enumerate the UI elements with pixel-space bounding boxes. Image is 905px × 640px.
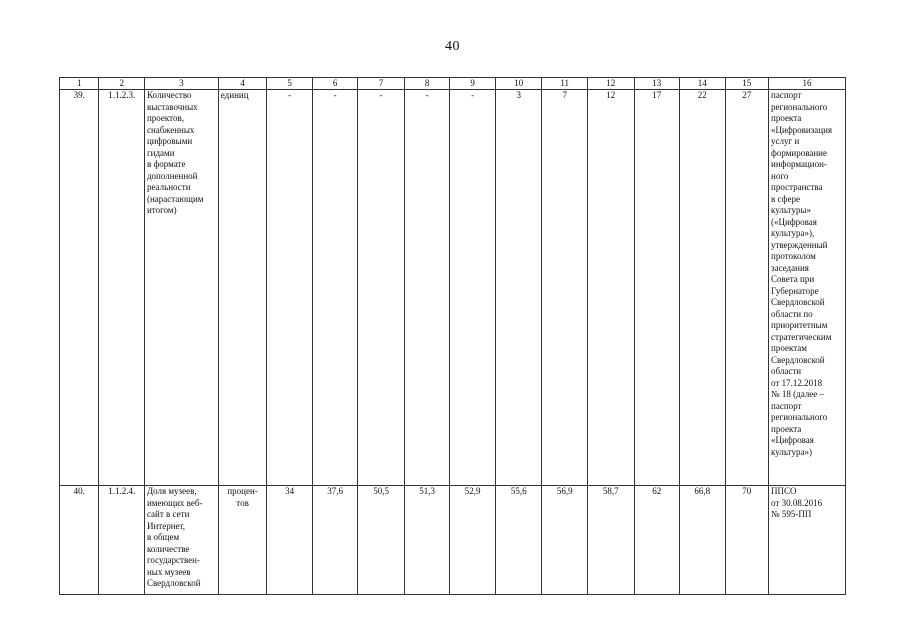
column-header: 5 [267, 78, 313, 90]
column-header: 3 [144, 78, 218, 90]
indicator-line: Доля музеев, [146, 486, 197, 496]
column-header: 8 [404, 78, 450, 90]
column-header: 13 [634, 78, 680, 90]
value-cell: 56,9 [542, 486, 588, 595]
indicator-name [144, 90, 218, 486]
column-header: 6 [312, 78, 358, 90]
source-line: «Цифровизация [771, 124, 833, 135]
column-header: 7 [358, 78, 405, 90]
page-number: 40 [445, 39, 460, 54]
column-header: 10 [495, 78, 542, 90]
value-cell: 62 [634, 486, 680, 595]
value-cell: 52,9 [450, 486, 496, 595]
indicator-line: имеющих веб- [146, 497, 203, 508]
source-line: культура»), [771, 228, 815, 238]
value-cell: - [450, 90, 496, 486]
indicator-line: (нарастающим [146, 193, 204, 204]
indicator-line: Свердловской [146, 578, 201, 588]
column-header: 16 [769, 78, 846, 90]
value-cell: - [267, 90, 313, 486]
source-line: заседания [771, 262, 809, 273]
source-line: № 595-ПП [771, 509, 812, 519]
column-header: 4 [218, 78, 267, 90]
indicator-line: количестве [146, 543, 190, 554]
unit-line: процен- [227, 486, 258, 496]
indicator-line: Интернет, [146, 520, 186, 531]
source-line: культура») [771, 446, 812, 457]
value-cell: 34 [267, 486, 313, 595]
source-cell [769, 90, 846, 486]
column-header: 11 [542, 78, 588, 90]
unit-cell [218, 90, 267, 486]
column-header: 2 [99, 78, 145, 90]
value-cell: 27 [725, 90, 768, 486]
source-line: регионального [771, 101, 828, 112]
source-line: формирование [771, 147, 827, 158]
row-number: 39. [60, 90, 99, 486]
source-line: от 30.08.2016 [771, 497, 823, 508]
value-cell: 17 [634, 90, 680, 486]
source-line: культуры» [771, 205, 811, 215]
source-line: Свердловской [771, 354, 825, 365]
unit-cell [218, 486, 267, 595]
column-header: 1 [60, 78, 99, 90]
indicator-line: выставочных [146, 101, 198, 112]
value-cell: - [358, 90, 405, 486]
source-line: услуг и [771, 136, 800, 146]
value-cell: 37,6 [312, 486, 358, 595]
table-row [60, 486, 846, 595]
value-cell: 55,6 [495, 486, 542, 595]
indicator-line: итогом) [146, 205, 177, 215]
source-line: проектам [771, 343, 807, 353]
source-line: регионального [771, 412, 828, 422]
source-line: ного [771, 170, 789, 181]
indicator-line: Количество [146, 90, 192, 100]
source-line: пространства [771, 182, 823, 192]
value-cell: 7 [542, 90, 588, 486]
value-cell: 70 [725, 486, 768, 595]
indicator-line: снабженных [146, 124, 195, 135]
value-cell: 22 [680, 90, 726, 486]
unit-line: единиц [220, 90, 249, 100]
indicator-code: 1.1.2.3. [99, 90, 145, 486]
source-line: в сфере [771, 193, 800, 204]
source-line: информацион- [771, 159, 827, 169]
indicator-line: ных музеев [146, 566, 191, 577]
source-line: области по [771, 308, 813, 319]
column-header: 9 [450, 78, 496, 90]
indicators-table [59, 77, 846, 595]
indicator-code: 1.1.2.4. [99, 486, 145, 595]
source-line: области [771, 366, 802, 376]
table-header-row [60, 78, 846, 90]
source-line: протоколом [771, 251, 816, 261]
source-line: проекта [771, 113, 802, 123]
source-line: «Цифровая [771, 435, 814, 445]
value-cell: 58,7 [587, 486, 634, 595]
source-line: от 17.12.2018 [771, 377, 823, 388]
column-header: 14 [680, 78, 726, 90]
source-line: утвержденный [771, 239, 828, 250]
source-line: («Цифровая [771, 216, 817, 227]
row-number: 40. [60, 486, 99, 595]
column-header: 12 [587, 78, 634, 90]
unit-line: тов [236, 497, 249, 508]
value-cell: 51,3 [404, 486, 450, 595]
indicator-line: государствен- [146, 555, 200, 565]
value-cell: 3 [495, 90, 542, 486]
indicator-line: цифровыми [146, 136, 193, 146]
source-line: Совета при [771, 274, 815, 284]
column-header: 15 [725, 78, 768, 90]
source-line: Губернаторе [771, 285, 819, 296]
indicator-line: реальности [146, 182, 191, 192]
source-line: проекта [771, 423, 802, 434]
value-cell: - [404, 90, 450, 486]
value-cell: 12 [587, 90, 634, 486]
indicator-line: гидами [146, 147, 175, 158]
value-cell: 50,5 [358, 486, 405, 595]
indicator-line: сайт в сети [146, 509, 190, 519]
indicator-name [144, 486, 218, 595]
source-line: Свердловской [771, 297, 825, 307]
source-cell [769, 486, 846, 595]
source-line: № 18 (далее – [771, 389, 824, 399]
indicator-line: дополненной [146, 170, 198, 181]
indicator-line: в формате [146, 159, 186, 169]
indicator-line: в общем [146, 532, 180, 542]
indicator-line: проектов, [146, 113, 184, 123]
source-line: паспорт [771, 400, 802, 411]
source-line: ППСО [771, 486, 797, 496]
source-line: стратегическим [771, 331, 832, 342]
source-line: приоритетным [771, 320, 828, 330]
table-row [60, 90, 846, 486]
source-line: паспорт [771, 90, 802, 100]
value-cell: - [312, 90, 358, 486]
value-cell: 66,8 [680, 486, 726, 595]
